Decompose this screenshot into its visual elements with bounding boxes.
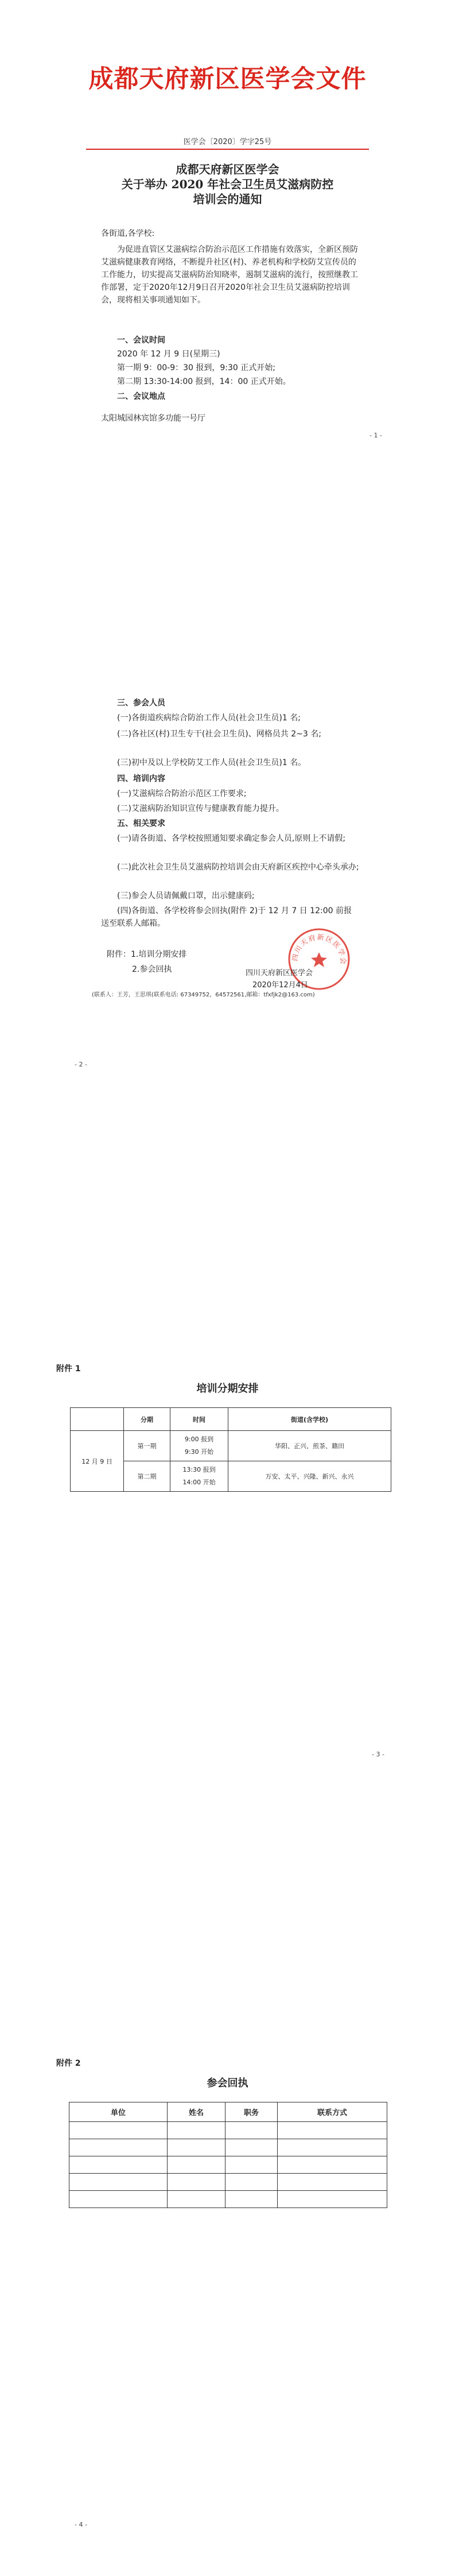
signature-date: 2020年12月4日 (252, 981, 308, 990)
notice-title-line-2: 关于举办 2020 年社会卫生员艾滋病防控 (121, 177, 334, 191)
receipt-row (69, 2174, 387, 2191)
notice-title-line-1: 成都天府新区医学会 (176, 162, 279, 176)
red-divider (86, 149, 369, 150)
requirement-3: (三)参会人员请佩戴口罩，出示健康码; (117, 891, 255, 901)
receipt-row (69, 2139, 387, 2156)
attachment-list-1: 附件：1.培训分期安排 (107, 950, 187, 959)
page-number-4: - 4 - (75, 2521, 87, 2528)
receipt-table (69, 2102, 387, 2208)
phase-1-time (170, 1431, 228, 1461)
attachment-2-title: 参会回执 (207, 2077, 248, 2089)
receipt-row (69, 2191, 387, 2208)
attendee-1: (一)各街道疾病综合防治工作人员(社会卫生员)1 名; (117, 713, 301, 723)
page-number-3: - 3 - (372, 1751, 384, 1758)
content-2: (二)艾滋病防治知识宣传与健康教育能力提升。 (117, 804, 284, 813)
session-1-time: 第一期 9：00-9：30 报到，9:30 正式开始; (117, 363, 276, 373)
requirement-1: (一)请各街道、各学校按照通知要求确定参会人员,原则上不请假; (117, 834, 346, 843)
phase-2-streets: 万安、太平、兴隆、新兴、永兴 (228, 1461, 391, 1492)
notice-title-line-3: 培训会的通知 (193, 192, 262, 206)
schedule-table (70, 1407, 391, 1492)
section-2-heading: 二、会议地点 (117, 392, 165, 401)
seal-text: 四川天府新区医学会 (290, 933, 348, 965)
content-1: (一)艾滋病综合防治示范区工作要求; (117, 789, 247, 798)
intro-paragraph: 为促进直管区艾滋病综合防治示范区工作措施有效落实，全新区预防艾滋病健康教育网络，不断提升社区(村)、养老机构和学校防艾宣传员的工作能力，切实提高艾滋病防治知晓率，遏制艾滋病的流行，按照继教工作部署，定于2020年12月9日召开2020年社会卫生员艾滋病防控培训会，现将相关事项通知如下。 (101, 245, 358, 305)
requirement-4: (四)各街道、各学校将参会回执(附件 2)于 12 月 7 日 12:00 前报送至联系人邮箱。 (101, 906, 352, 928)
header-cell-time: 时间 (170, 1408, 228, 1431)
attachment-list-2: 2.参会回执 (132, 965, 172, 974)
phase-2-time-checkin: 13:30 报到 (182, 1466, 216, 1473)
section-3-heading: 三、参会人员 (117, 699, 165, 708)
org-title: 成都天府新区医学会文件 (88, 65, 367, 94)
contact-info: (联系人：王芳，王思琪(联系电话: 67349752，64572561,邮箱：tfxfjk2@163.com) (92, 992, 315, 998)
header-cell-empty (71, 1408, 124, 1431)
receipt-row (69, 2156, 387, 2174)
attachment-1-title: 培训分期安排 (196, 1383, 259, 1395)
section-4-heading: 四、培训内容 (117, 774, 165, 783)
phase-2-time-start: 14:00 开始 (182, 1479, 216, 1486)
signature-org: 四川天府新区医学会 (246, 969, 313, 977)
doc-number: 医学会〔2020〕学字25号 (183, 138, 272, 146)
page-number-1: - 1 - (370, 432, 382, 439)
session-2-time: 第二期 13:30-14:00 报到，14：00 正式开始。 (117, 377, 291, 386)
phase-1-time-start: 9:30 开始 (184, 1448, 214, 1456)
header-cell-contact: 联系方式 (278, 2102, 387, 2122)
page-number-2: - 2 - (75, 1061, 87, 1068)
phase-1-time-checkin: 9:00 报到 (184, 1436, 214, 1443)
phase-2-time (170, 1461, 228, 1492)
header-cell-position: 职务 (225, 2102, 278, 2122)
receipt-row (69, 2122, 387, 2139)
header-cell-streets: 街道(含学校) (228, 1408, 391, 1431)
attendee-2: (二)各社区(村)卫生专干(社会卫生员)、网格员共 2~3 名; (117, 730, 321, 739)
meeting-location: 太阳城园林宾馆多功能一号厅 (101, 414, 205, 423)
phase-1-streets: 华阳、正兴、煎茶、籍田 (228, 1431, 391, 1461)
header-cell-phase: 分期 (124, 1408, 170, 1431)
header-cell-unit: 单位 (69, 2102, 168, 2122)
section-1-heading: 一、会议时间 (117, 336, 165, 345)
phase-1-label: 第一期 (124, 1431, 170, 1461)
attachment-1-label: 附件 1 (56, 1364, 81, 1374)
attendee-3: (三)初中及以上学校防艾工作人员(社会卫生员)1 名。 (117, 758, 306, 767)
phase-2-label: 第二期 (124, 1461, 170, 1492)
meeting-date: 2020 年 12 月 9 日(星期三) (117, 350, 220, 359)
schedule-date: 12 月 9 日 (71, 1431, 124, 1492)
attachment-2-label: 附件 2 (56, 2059, 81, 2068)
requirement-2: (二)此次社会卫生员艾滋病防控培训会由天府新区疾控中心牵头承办; (117, 863, 359, 872)
section-5-heading: 五、相关要求 (117, 819, 165, 828)
salutation: 各街道,各学校: (101, 229, 155, 238)
header-cell-name: 姓名 (168, 2102, 225, 2122)
